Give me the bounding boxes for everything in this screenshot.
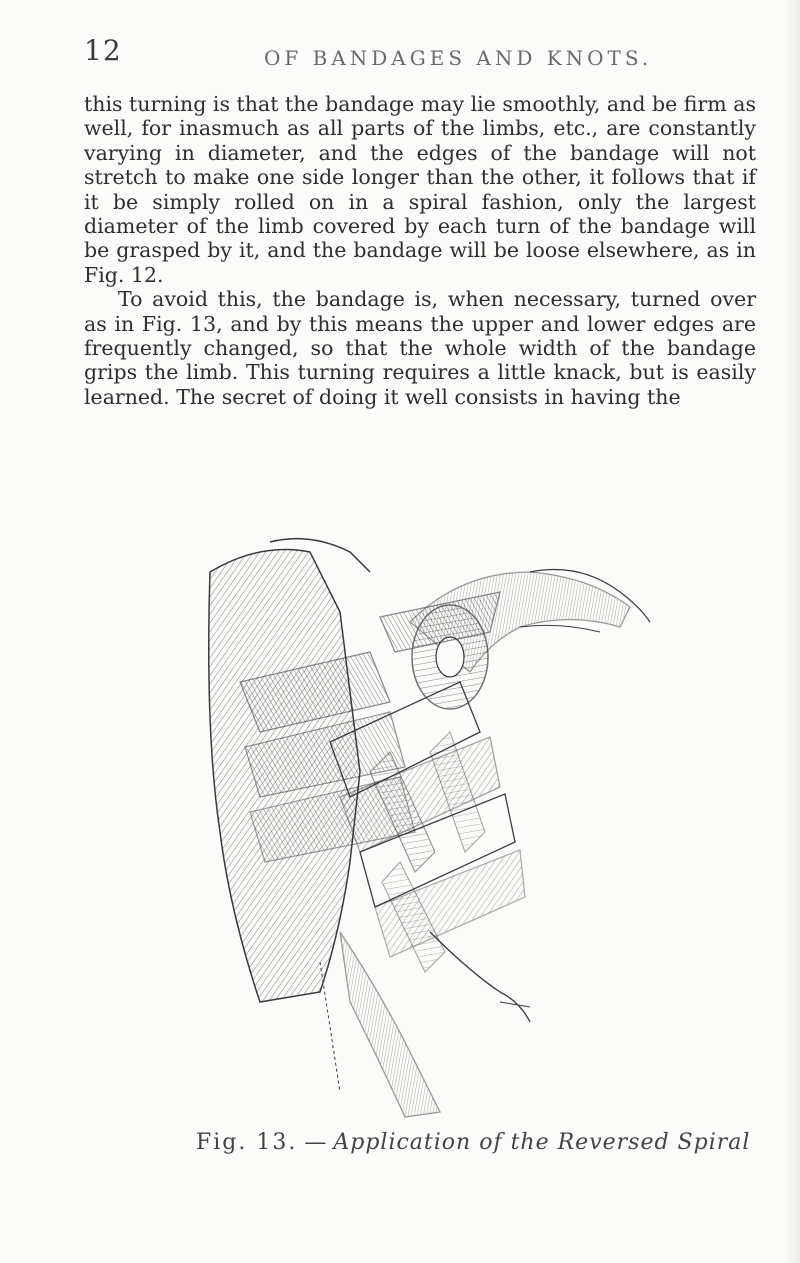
- caption-separator: —: [304, 1130, 327, 1155]
- engraving-arm-bandage: [200, 532, 680, 1122]
- figure-caption: [196, 1130, 756, 1155]
- paragraph: To avoid this, the bandage is, when necessary, turned over as in Fig. 13, and by this means the upper and lower edges are frequently changed, so that the whole width of the bandage grips the limb. This turning requires a little knack, but is easily learned. The secret of doing it well consists in having the: [84, 287, 756, 409]
- body-text: [84, 92, 756, 409]
- page-edge-shadow: [786, 0, 800, 1263]
- paragraph: this turning is that the bandage may lie smoothly, and be firm as well, for inasmuch as all parts of the limbs, etc., are constantly varying in diameter, and the edges of the bandage will not stretch to make one side longer than the other, it follows that if it be simply rolled on in a spiral fashion, only the largest diameter of the limb covered by each turn of the bandage will be grasped by it, and the bandage will be loose elsewhere, as in Fig. 12.: [84, 92, 756, 287]
- figure-label: Fig. 13.: [196, 1130, 298, 1155]
- page-number: 12: [84, 34, 122, 67]
- bandage-illustration: [200, 532, 680, 1122]
- running-head: [84, 34, 744, 74]
- figure-title: Application of the Reversed Spiral: [333, 1130, 751, 1155]
- running-title: OF BANDAGES AND KNOTS.: [264, 46, 653, 70]
